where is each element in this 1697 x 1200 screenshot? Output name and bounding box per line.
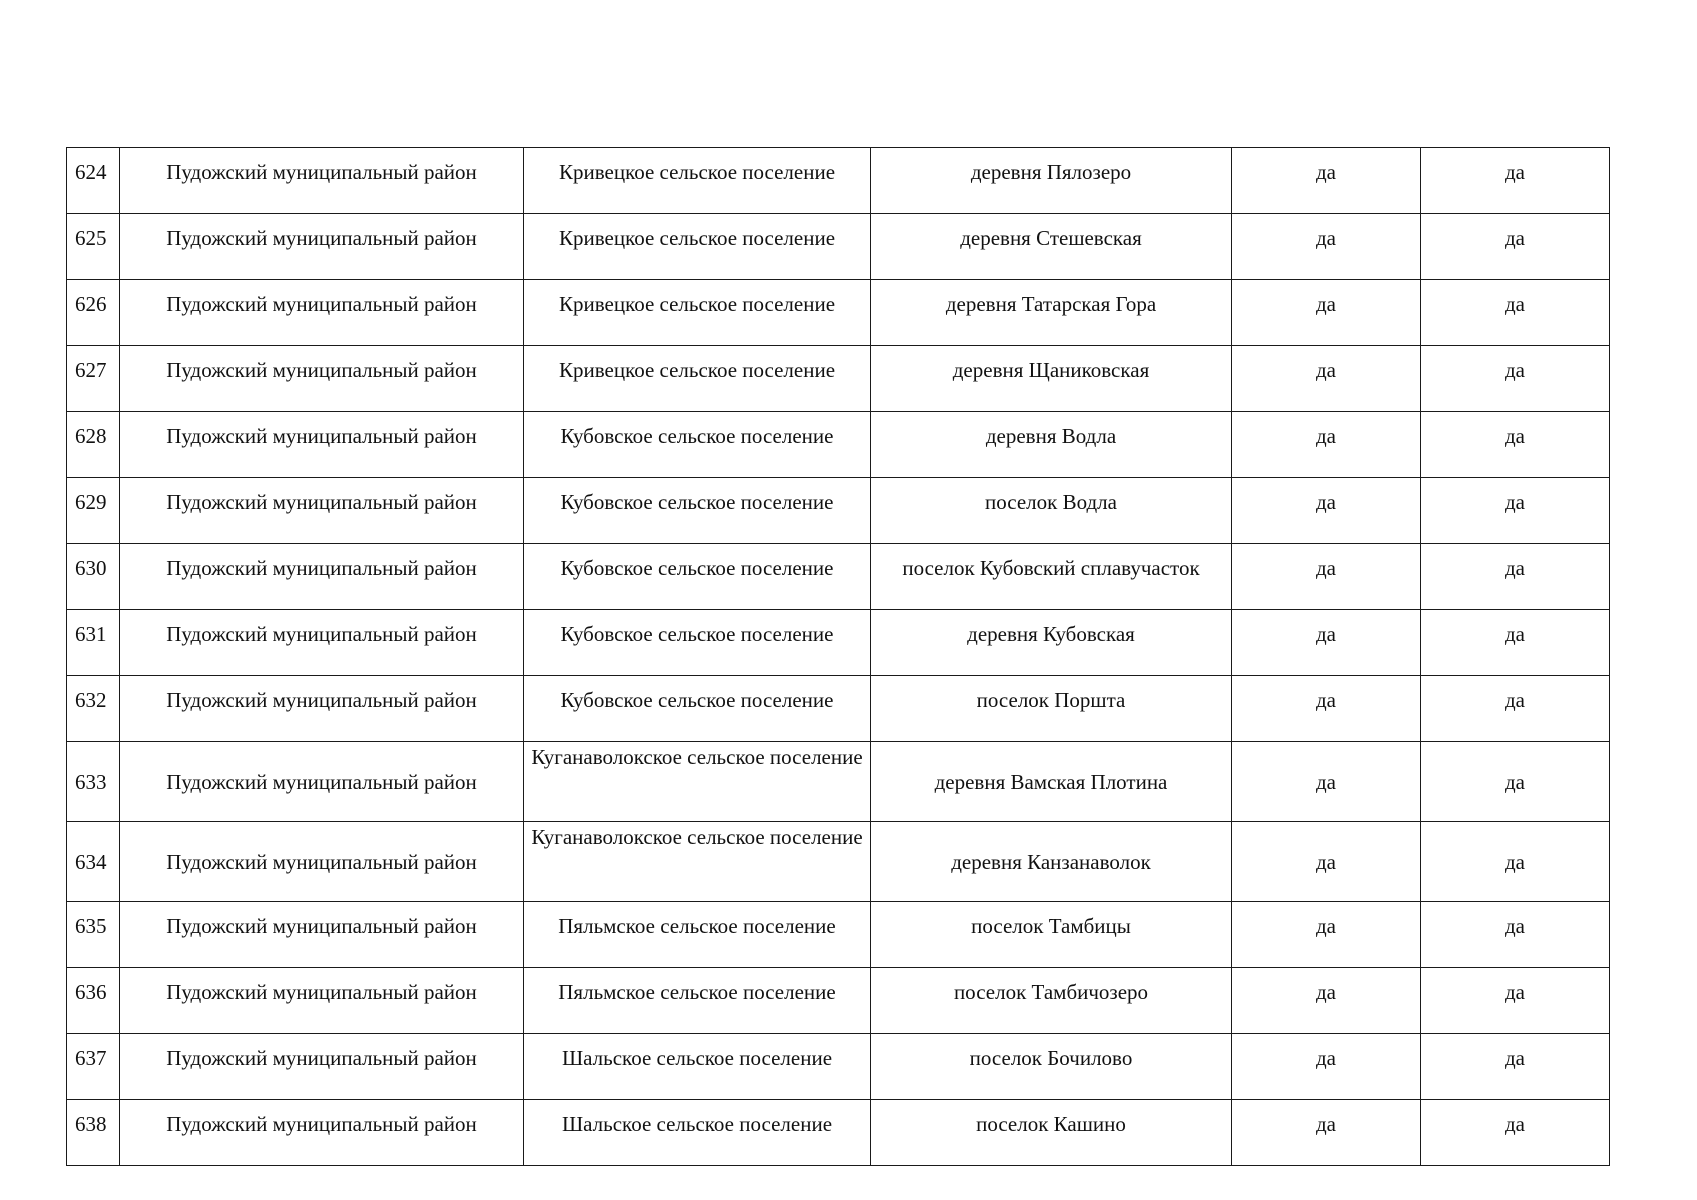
district-cell: Пудожский муниципальный район bbox=[120, 148, 524, 214]
locality-cell: деревня Пялозеро bbox=[871, 148, 1232, 214]
row-number: 637 bbox=[67, 1034, 120, 1100]
district-cell: Пудожский муниципальный район bbox=[120, 346, 524, 412]
row-number: 625 bbox=[67, 214, 120, 280]
row-number: 632 bbox=[67, 676, 120, 742]
locality-cell: поселок Тамбицы bbox=[871, 902, 1232, 968]
flag-cell-1: да bbox=[1232, 1100, 1421, 1166]
locality-cell: поселок Водла bbox=[871, 478, 1232, 544]
row-number: 635 bbox=[67, 902, 120, 968]
flag-cell-1: да bbox=[1232, 412, 1421, 478]
district-cell: Пудожский муниципальный район bbox=[120, 1034, 524, 1100]
settlement-cell: Кубовское сельское поселение bbox=[524, 478, 871, 544]
settlement-cell: Кубовское сельское поселение bbox=[524, 610, 871, 676]
row-number: 626 bbox=[67, 280, 120, 346]
table-row bbox=[67, 478, 1610, 544]
table-row bbox=[67, 346, 1610, 412]
district-cell: Пудожский муниципальный район bbox=[120, 1100, 524, 1166]
flag-cell-1: да bbox=[1232, 478, 1421, 544]
settlement-cell: Шальское сельское поселение bbox=[524, 1100, 871, 1166]
locality-cell: поселок Кубовский сплавучасток bbox=[871, 544, 1232, 610]
row-number: 629 bbox=[67, 478, 120, 544]
district-cell: Пудожский муниципальный район bbox=[120, 478, 524, 544]
table-row bbox=[67, 544, 1610, 610]
district-cell: Пудожский муниципальный район bbox=[120, 280, 524, 346]
flag-cell-1: да bbox=[1232, 148, 1421, 214]
locality-cell: деревня Щаниковская bbox=[871, 346, 1232, 412]
settlements-table bbox=[66, 147, 1610, 1166]
table-row bbox=[67, 822, 1610, 902]
table-row bbox=[67, 148, 1610, 214]
district-cell: Пудожский муниципальный район bbox=[120, 610, 524, 676]
flag-cell-1: да bbox=[1232, 610, 1421, 676]
settlement-cell: Кривецкое сельское поселение bbox=[524, 214, 871, 280]
settlement-cell: Кубовское сельское поселение bbox=[524, 412, 871, 478]
district-cell: Пудожский муниципальный район bbox=[120, 544, 524, 610]
flag-cell-2: да bbox=[1421, 214, 1610, 280]
flag-cell-2: да bbox=[1421, 412, 1610, 478]
row-number: 627 bbox=[67, 346, 120, 412]
row-number: 628 bbox=[67, 412, 120, 478]
flag-cell-1: да bbox=[1232, 346, 1421, 412]
district-cell: Пудожский муниципальный район bbox=[120, 968, 524, 1034]
settlement-cell: Кривецкое сельское поселение bbox=[524, 148, 871, 214]
row-number: 630 bbox=[67, 544, 120, 610]
flag-cell-2: да bbox=[1421, 148, 1610, 214]
flag-cell-1: да bbox=[1232, 968, 1421, 1034]
row-number: 638 bbox=[67, 1100, 120, 1166]
flag-cell-1: да bbox=[1232, 822, 1421, 902]
row-number: 631 bbox=[67, 610, 120, 676]
locality-cell: поселок Бочилово bbox=[871, 1034, 1232, 1100]
settlement-cell: Кубовское сельское поселение bbox=[524, 676, 871, 742]
locality-cell: деревня Вамская Плотина bbox=[871, 742, 1232, 822]
district-cell: Пудожский муниципальный район bbox=[120, 214, 524, 280]
locality-cell: поселок Тамбичозеро bbox=[871, 968, 1232, 1034]
flag-cell-2: да bbox=[1421, 902, 1610, 968]
table-row bbox=[67, 214, 1610, 280]
table-row bbox=[67, 1034, 1610, 1100]
flag-cell-2: да bbox=[1421, 346, 1610, 412]
locality-cell: поселок Кашино bbox=[871, 1100, 1232, 1166]
flag-cell-2: да bbox=[1421, 1034, 1610, 1100]
locality-cell: поселок Поршта bbox=[871, 676, 1232, 742]
flag-cell-2: да bbox=[1421, 822, 1610, 902]
settlement-cell: Куганаволокское сельское поселение bbox=[524, 742, 871, 822]
flag-cell-1: да bbox=[1232, 676, 1421, 742]
flag-cell-2: да bbox=[1421, 1100, 1610, 1166]
locality-cell: деревня Канзанаволок bbox=[871, 822, 1232, 902]
table-row bbox=[67, 902, 1610, 968]
district-cell: Пудожский муниципальный район bbox=[120, 676, 524, 742]
flag-cell-2: да bbox=[1421, 280, 1610, 346]
flag-cell-2: да bbox=[1421, 742, 1610, 822]
flag-cell-2: да bbox=[1421, 478, 1610, 544]
flag-cell-1: да bbox=[1232, 742, 1421, 822]
flag-cell-2: да bbox=[1421, 968, 1610, 1034]
table-row bbox=[67, 610, 1610, 676]
locality-cell: деревня Стешевская bbox=[871, 214, 1232, 280]
locality-cell: деревня Кубовская bbox=[871, 610, 1232, 676]
table-row bbox=[67, 968, 1610, 1034]
flag-cell-1: да bbox=[1232, 214, 1421, 280]
locality-cell: деревня Татарская Гора bbox=[871, 280, 1232, 346]
settlement-cell: Кривецкое сельское поселение bbox=[524, 280, 871, 346]
table-row bbox=[67, 742, 1610, 822]
row-number: 634 bbox=[67, 822, 120, 902]
district-cell: Пудожский муниципальный район bbox=[120, 822, 524, 902]
district-cell: Пудожский муниципальный район bbox=[120, 412, 524, 478]
settlement-cell: Пяльмское сельское поселение bbox=[524, 968, 871, 1034]
flag-cell-1: да bbox=[1232, 1034, 1421, 1100]
settlement-cell: Куганаволокское сельское поселение bbox=[524, 822, 871, 902]
district-cell: Пудожский муниципальный район bbox=[120, 902, 524, 968]
flag-cell-2: да bbox=[1421, 676, 1610, 742]
row-number: 633 bbox=[67, 742, 120, 822]
settlement-cell: Кубовское сельское поселение bbox=[524, 544, 871, 610]
settlement-cell: Шальское сельское поселение bbox=[524, 1034, 871, 1100]
row-number: 636 bbox=[67, 968, 120, 1034]
settlement-cell: Пяльмское сельское поселение bbox=[524, 902, 871, 968]
table-body bbox=[67, 148, 1610, 1166]
locality-cell: деревня Водла bbox=[871, 412, 1232, 478]
flag-cell-2: да bbox=[1421, 610, 1610, 676]
flag-cell-1: да bbox=[1232, 544, 1421, 610]
flag-cell-2: да bbox=[1421, 544, 1610, 610]
table-row bbox=[67, 280, 1610, 346]
settlement-cell: Кривецкое сельское поселение bbox=[524, 346, 871, 412]
row-number: 624 bbox=[67, 148, 120, 214]
flag-cell-1: да bbox=[1232, 902, 1421, 968]
table-row bbox=[67, 412, 1610, 478]
flag-cell-1: да bbox=[1232, 280, 1421, 346]
district-cell: Пудожский муниципальный район bbox=[120, 742, 524, 822]
table-row bbox=[67, 1100, 1610, 1166]
table-row bbox=[67, 676, 1610, 742]
